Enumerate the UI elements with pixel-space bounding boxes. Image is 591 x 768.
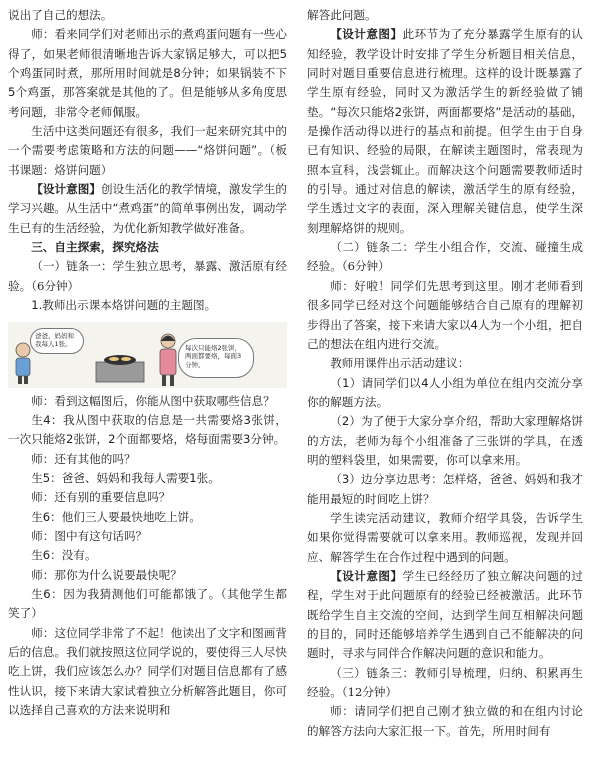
paragraph: 1.教师出示课本烙饼问题的主题图。 [31,298,217,313]
speech-bubble-child: 爸爸、妈妈和我每人1张。 [30,328,84,354]
right-column [307,6,583,741]
dialogue-line: 生6：他们三人要最快地吃上饼。 [31,509,201,524]
paragraph: 说出了自己的想法。 [8,8,113,22]
design-intent-tag: 【设计意图】 [330,568,403,583]
dialogue-line: 师：还有其他的吗？ [31,451,136,466]
paragraph: 教师用课件出示活动建议： [330,356,470,371]
design-intent-paragraph [307,567,583,664]
dialogue-line: 生4：我从图中获取的信息是一共需要烙3张饼，一次只能烙2张饼，2个面都要烙，烙每面需要3分钟。 [8,412,287,447]
left-column [8,6,287,720]
dialogue-line: 师：这位同学非常了不起！他读出了文字和图画背后的信息。我们就按照这位同学说的，要使得三人尽快吃上饼，我们应该怎么办？同学们对题目信息都有了感性认识，接下来请大家试着独立分析解答此题目，你可以选择自己喜欢的方法来说明和 [8,625,287,717]
paragraph: 师：看来同学们对老师出示的煮鸡蛋问题有一些心得了，如果老师很清晰地告诉大家锅足够大，可以把5个鸡蛋同时煮，那所用时间就是8分钟；如果锅装不下5个鸡蛋，那答案就是其他的了。但是能够从多角度思考问题，非常令老师佩服。 [8,27,287,119]
design-intent-tag: 【设计意图】 [31,182,101,197]
activity-suggestion: （3）边分享边思考：怎样烙，爸爸、妈妈和我才能用最短的时间吃上饼？ [307,472,583,506]
dialogue-line: 师：那你为什么说要最快呢？ [31,567,182,582]
chain-heading: （三）链条三：教师引导梳理，归纳、积累再生经验。（12分钟） [307,665,583,700]
paragraph: 师：请同学们把自己刚才独立做的和在组内讨论的解答方法向大家汇报一下。首先，所用时间有 [307,704,583,738]
section-heading: 三、自主探索，探究烙法 [31,240,159,255]
stove-icon [94,348,146,384]
design-intent-text: 创设生活化的教学情境，激发学生的学习兴趣。从生活中“煮鸡蛋”的简单事例出发，调动学生已有的生活经验，为优化新知教学做好准备。 [8,182,287,235]
dialogue-line: 生5：爸爸、妈妈和我每人需要1张。 [31,470,220,485]
paragraph: 解答此问题。 [307,8,377,22]
chain-heading: （二）链条二：学生小组合作，交流、碰撞生成经验。（6分钟） [307,240,583,274]
paragraph: 生活中这类问题还有很多，我们一起来研究其中的一个需要考虑策略和方法的问题——“烙饼问题”。（板书课题：烙饼问题） [8,124,287,177]
dialogue-line: 师：看到这幅图后，你能从图中获取哪些信息？ [31,393,275,408]
chain-heading: （一）链条一：学生独立思考，暴露、激活原有经验。（6分钟） [8,259,287,293]
dialogue-line: 师：图中有这句话吗？ [31,528,148,543]
design-intent-paragraph [8,180,287,238]
dialogue-line: 生6：因为我猜测他们可能都饿了。（其他学生都笑了） [8,586,287,621]
dialogue-line: 生6：没有。 [31,548,97,563]
theme-illustration [8,322,287,388]
dialogue-line: 师：还有别的重要信息吗？ [31,490,171,505]
speech-bubble-mother: 每次只能烙2张饼，两面都要烙，每面3分钟。 [178,338,254,378]
design-intent-tag: 【设计意图】 [330,27,403,42]
design-intent-paragraph [307,25,583,238]
design-intent-text: 此环节为了充分暴露学生原有的认知经验，教学设计时安排了学生分析题目相关信息，同时对题目重要信息进行梳理。这样的设计既暴露了学生原有经验，同时又为激活学生的新经验做了铺垫。“每次只能烙2张饼，两面都要烙”是活动的基础，是操作活动得以进行的基点和前提。但学生由于自身已有知识、经验的局限，在解读主题图时，常表现为照本宣科，浅尝辄止。而解决这个问题需要教师适时的引导。通过对信息的解读，激活学生的原有经验，学生透过文字的表面，深入理解关键信息，使学生深刻理解烙饼的规则。 [307,27,583,235]
paragraph: 学生读完活动建议，教师介绍学具袋，告诉学生如果你觉得需要就可以拿来用。教师巡视，发现并回应、解答学生在合作过程中遇到的问题。 [307,510,583,564]
child-figure-icon [12,342,34,384]
activity-suggestion: （1）请同学们以4人小组为单位在组内交流分享你的解题方法。 [307,375,583,409]
activity-suggestion: （2）为了便于大家分享介绍，帮助大家理解烙饼的方法，老师为每个小组准备了三张饼的学具，在透明的塑料袋里，如果需要，你可以拿来用。 [307,414,583,467]
paragraph: 师：好啦！同学们先思考到这里。刚才老师看到很多同学已经对这个问题能够结合自己原有的理解初步得出了答案，接下来请大家以4人为一个小组，把自己的想法在组内进行交流。 [307,278,583,351]
design-intent-text: 学生已经经历了独立解决问题的过程，学生对于此问题原有的经验已经被激活。此环节既给学生自主交流的空间，达到学生间互相解决问题的目的，同时还能够培养学生遇到自己不能解决的问题时，寻求与同伴合作解决问题的意识和能力。 [307,568,583,661]
mother-figure-icon [156,332,180,386]
